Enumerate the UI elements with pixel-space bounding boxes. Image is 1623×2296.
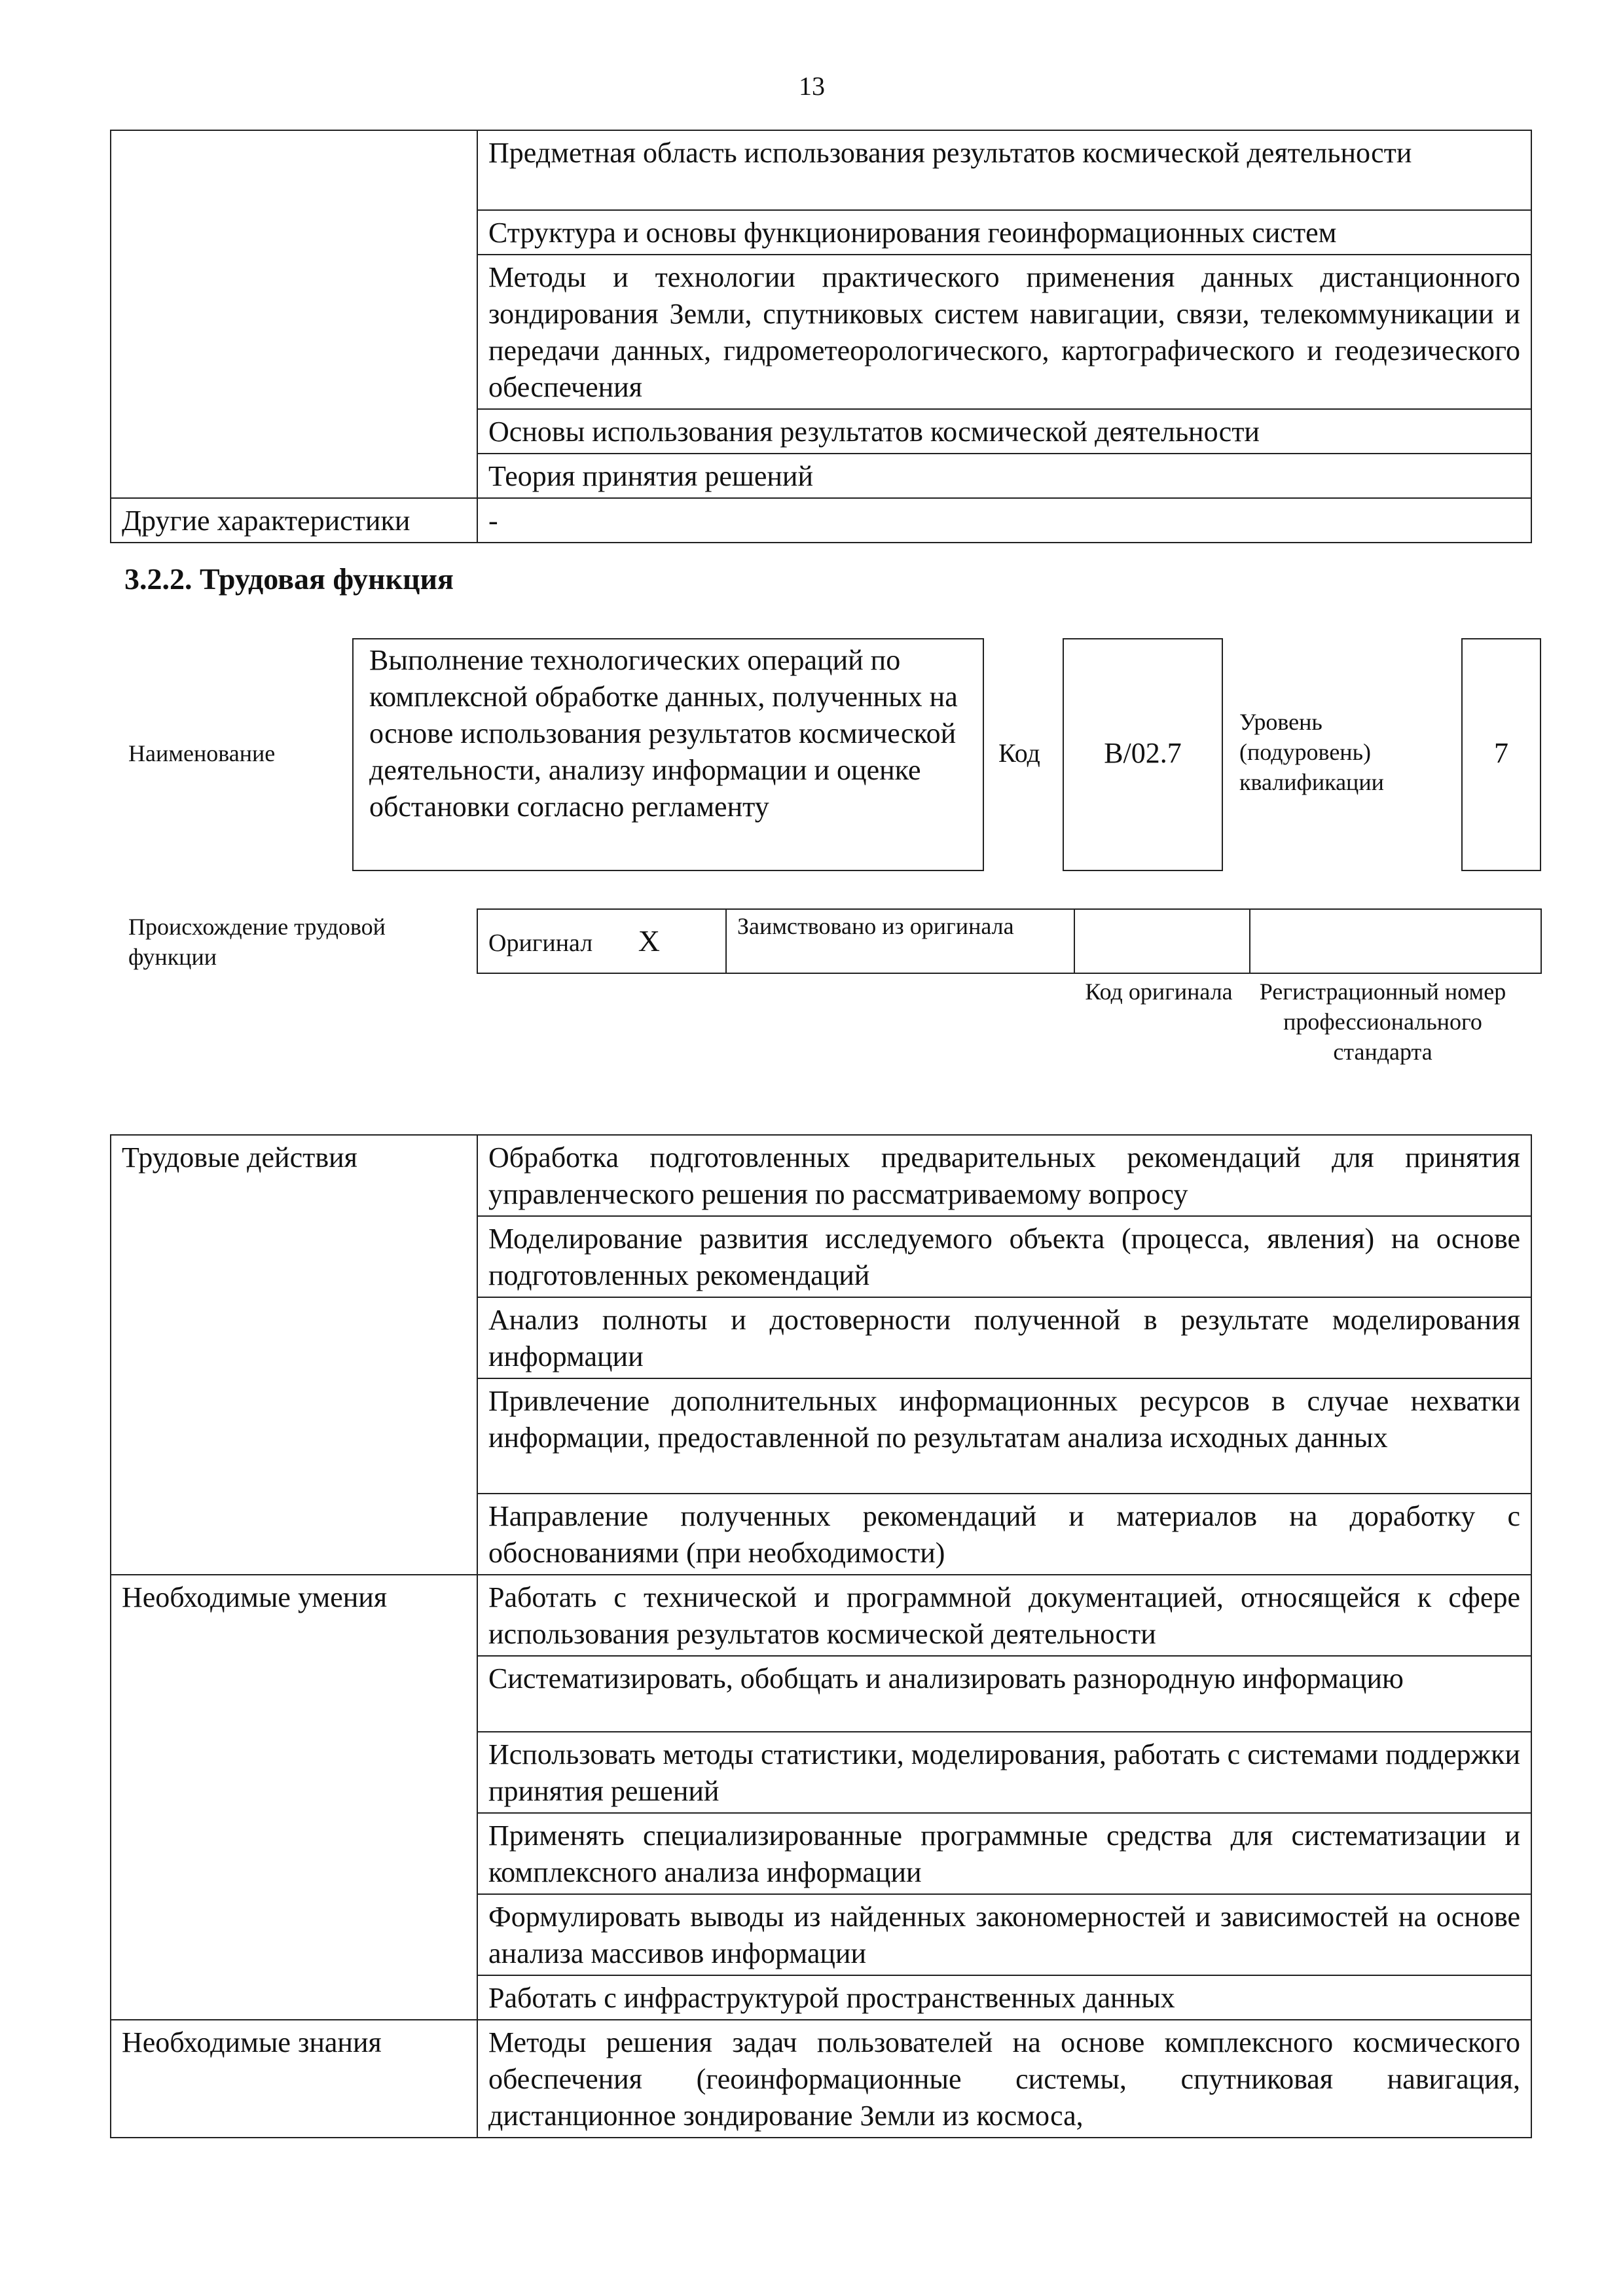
- level-value: 7: [1494, 737, 1508, 769]
- original-label: Оригинал: [488, 929, 593, 957]
- empty-label-cell: [111, 130, 477, 498]
- level-label: Уровень (подуровень) квалификации: [1239, 709, 1384, 795]
- labor-function-table: [110, 1134, 1532, 2138]
- name-label: Наименование: [128, 740, 276, 766]
- labor-actions-label: Трудовые действия: [111, 1135, 477, 1575]
- required-knowledge-label: Необходимые знания: [111, 2020, 477, 2138]
- knowledge-table-continued: [110, 130, 1532, 543]
- labor-action-item: Привлечение дополнительных информационных ресурсов в случае нехватки информации, предоставленной по результатам анализа исходных данных: [477, 1378, 1531, 1494]
- origin-label: Происхождение трудовой функции: [128, 914, 386, 970]
- knowledge-item: Предметная область использования результатов космической деятельности: [477, 130, 1531, 210]
- origin-table: [477, 908, 1542, 974]
- required-skills-label: Необходимые умения: [111, 1575, 477, 2020]
- reg-number-caption: Регистрационный номер профессионального стандарта: [1259, 978, 1506, 1065]
- skill-item: Работать с инфраструктурой пространственных данных: [477, 1975, 1531, 2020]
- skill-item: Формулировать выводы из найденных закономерностей и зависимостей на основе анализа массивов информации: [477, 1894, 1531, 1975]
- reg-number-cell: [1250, 909, 1541, 973]
- function-name: Выполнение технологических операций по комплексной обработке данных, полученных на основе использования результатов космической деятельности, анализу информации и оценке обстановки согласно регламенту: [369, 644, 958, 823]
- skill-item: Применять специализированные программные средства для систематизации и комплексного анализа информации: [477, 1813, 1531, 1894]
- knowledge-item: Методы и технологии практического применения данных дистанционного зондирования Земли, спутниковых систем навигации, связи, телекоммуникации и передачи данных, гидрометеорологического, картографического и геодезического обеспечения: [477, 255, 1531, 409]
- labor-action-item: Направление полученных рекомендаций и материалов на доработку с обоснованиями (при необходимости): [477, 1494, 1531, 1575]
- code-box: [1063, 638, 1223, 871]
- other-characteristics-value: -: [477, 498, 1531, 543]
- skill-item: Работать с технической и программной документацией, относящейся к сфере использования результатов космической деятельности: [477, 1575, 1531, 1656]
- code-original-cell: [1074, 909, 1250, 973]
- section-title: 3.2.2. Трудовая функция: [124, 562, 454, 596]
- labor-action-item: Обработка подготовленных предварительных рекомендаций для принятия управленческого решения по рассматриваемому вопросу: [477, 1135, 1531, 1216]
- code-label: Код: [998, 738, 1040, 768]
- labor-action-item: Анализ полноты и достоверности полученной в результате моделирования информации: [477, 1297, 1531, 1378]
- original-mark: X: [638, 924, 660, 958]
- labor-action-item: Моделирование развития исследуемого объекта (процесса, явления) на основе подготовленных рекомендаций: [477, 1216, 1531, 1297]
- level-box: [1461, 638, 1541, 871]
- skill-item: Использовать методы статистики, моделирования, работать с системами поддержки принятия решений: [477, 1732, 1531, 1813]
- original-cell: [477, 909, 726, 973]
- knowledge-item: Методы решения задач пользователей на основе комплексного космического обеспечения (геоинформационные системы, спутниковая навигация, дистанционное зондирование Земли из космоса,: [477, 2020, 1531, 2138]
- knowledge-item: Основы использования результатов космической деятельности: [477, 409, 1531, 454]
- knowledge-item: Структура и основы функционирования геоинформационных систем: [477, 210, 1531, 255]
- skill-item: Систематизировать, обобщать и анализировать разнородную информацию: [477, 1656, 1531, 1732]
- code-value: B/02.7: [1104, 737, 1182, 769]
- function-name-box: [352, 638, 984, 871]
- page-number: 13: [799, 71, 825, 101]
- borrowed-cell: Заимствовано из оригинала: [726, 909, 1074, 973]
- knowledge-item: Теория принятия решений: [477, 454, 1531, 498]
- other-characteristics-label: Другие характеристики: [111, 498, 477, 543]
- code-original-caption: Код оригинала: [1085, 978, 1233, 1005]
